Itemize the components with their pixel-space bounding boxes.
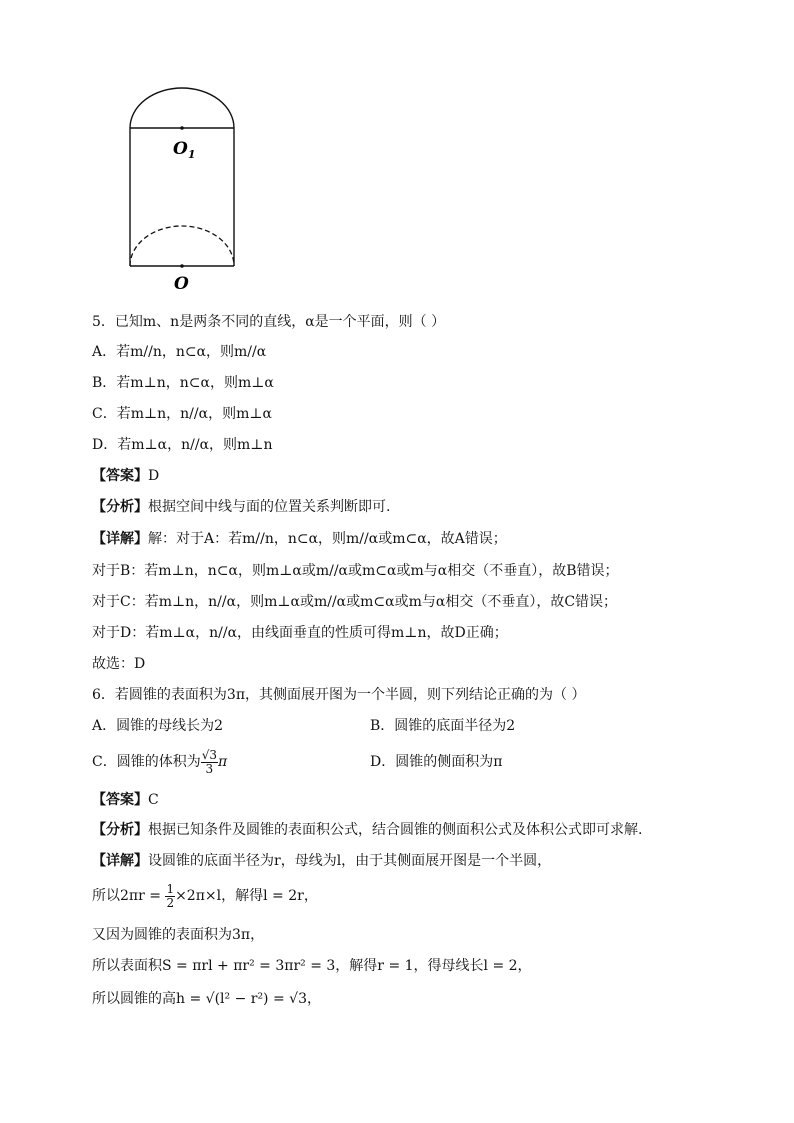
q6-analysis	[92, 820, 642, 840]
detail-tag: 【详解】	[92, 531, 148, 547]
center-point-top	[180, 126, 184, 130]
q6-answer	[92, 790, 159, 810]
option-c-prefix: C．圆锥的体积为	[92, 754, 201, 770]
q6-stem: 6．若圆锥的表面积为3π，其侧面展开图为一个半圆，则下列结论正确的为（ ）	[92, 687, 586, 703]
detail-2-suffix: ×2π×l，解得l = 2r，	[175, 888, 318, 904]
q5-detail-4: 对于D：若m⊥α，n//α，由线面垂直的性质可得m⊥n，故D正确；	[92, 625, 508, 641]
answer-tag: 【答案】	[92, 468, 148, 484]
label-o: O	[174, 274, 189, 294]
q6-detail-5: 所以圆锥的高h = √(l² − r²) = √3，	[92, 991, 321, 1007]
label-o1: $O_1$	[173, 139, 196, 161]
analysis-text: 根据已知条件及圆锥的表面积公式，结合圆锥的侧面积公式及体积公式即可求解.	[148, 822, 643, 838]
bottom-dashed-arc	[130, 226, 234, 266]
q5-detail-3: 对于C：若m⊥n，n//α，则m⊥α或m//α或m⊂α或m与α相交（不垂直），故C错误；	[92, 594, 618, 610]
q5-detail-5: 故选：D	[92, 656, 146, 672]
detail-tag: 【详解】	[92, 853, 148, 869]
q6-option-d: D．圆锥的侧面积为π	[370, 754, 503, 770]
detail-text: 解：对于A：若m//n，n⊂α，则m//α或m⊂α，故A错误；	[148, 531, 507, 547]
analysis-text: 根据空间中线与面的位置关系判断即可.	[148, 499, 391, 515]
option-c-suffix: π	[218, 754, 228, 770]
answer-value: D	[148, 468, 160, 484]
q5-analysis	[92, 497, 390, 517]
answer-tag: 【答案】	[92, 792, 148, 808]
q6-detail-2	[92, 880, 318, 912]
q5-option-a: A．若m//n，n⊂α，则m//α	[92, 344, 267, 360]
detail-2-prefix: 所以2πr =	[92, 888, 166, 904]
q6-detail-3: 又因为圆锥的表面积为3π，	[92, 927, 265, 943]
q5-detail-2: 对于B：若m⊥n，n⊂α，则m⊥α或m//α或m⊂α或m与α相交（不垂直），故B错误；	[92, 563, 619, 579]
q6-detail-4: 所以表面积S = πrl + πr² = 3πr² = 3，解得r = 1，得母线长l = 2，	[92, 958, 532, 974]
cylinder-figure	[110, 80, 260, 295]
detail-text: 设圆锥的底面半径为r，母线为l，由于其侧面展开图是一个半圆，	[148, 853, 552, 869]
q6-option-a: A．圆锥的母线长为2	[92, 718, 224, 734]
analysis-tag: 【分析】	[92, 822, 148, 838]
top-arc	[130, 88, 234, 128]
answer-value: C	[148, 792, 159, 808]
q6-option-c	[92, 746, 227, 778]
q6-detail-1	[92, 851, 551, 871]
q5-option-c: C．若m⊥n，n//α，则m⊥α	[92, 406, 272, 422]
q5-answer	[92, 466, 159, 486]
q5-option-d: D．若m⊥α，n//α，则m⊥n	[92, 437, 273, 453]
q5-stem: 5．已知m、n是两条不同的直线，α是一个平面，则（ ）	[92, 314, 446, 330]
q5-option-b: B．若m⊥n，n⊂α，则m⊥α	[92, 375, 274, 391]
option-c-fraction: $\frac{√3}{3}$	[201, 747, 217, 776]
detail-2-fraction: $\frac{1}{2}$	[166, 881, 175, 910]
analysis-tag: 【分析】	[92, 499, 148, 515]
center-point-bottom	[180, 264, 184, 268]
q6-option-b: B．圆锥的底面半径为2	[370, 718, 516, 734]
q5-detail-1	[92, 529, 507, 549]
